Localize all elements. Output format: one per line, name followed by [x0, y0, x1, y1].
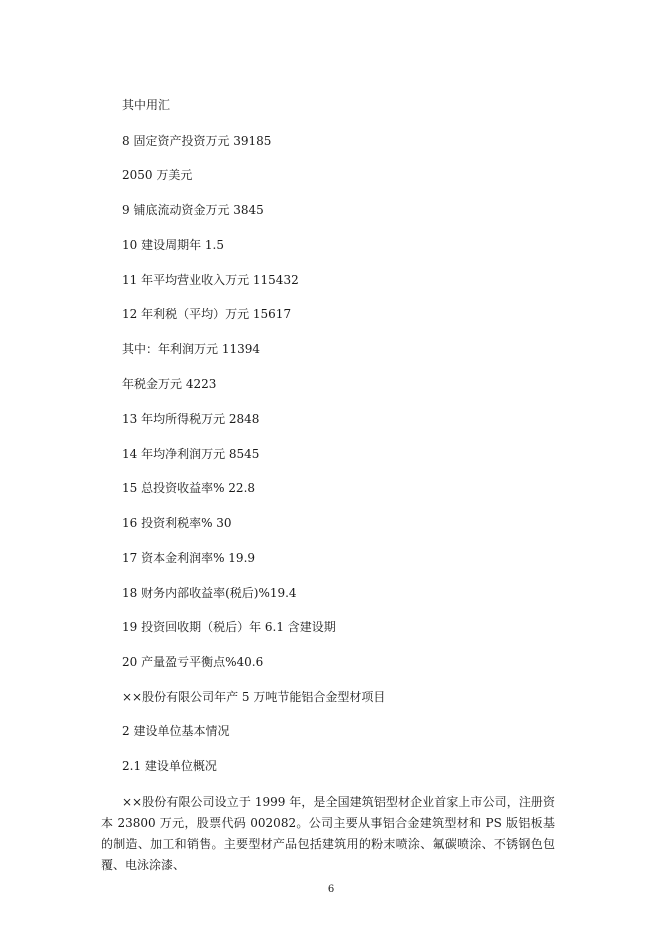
text-line-item-11: 11 年平均营业收入万元 115432 — [122, 273, 299, 287]
text-line-item-10: 10 建设周期年 1.5 — [122, 238, 224, 252]
page-number: 6 — [327, 884, 335, 895]
text-line-item-9: 9 铺底流动资金万元 3845 — [122, 203, 264, 217]
subsection-heading: 2.1 建设单位概况 — [122, 759, 217, 773]
text-line-item-15: 15 总投资收益率% 22.8 — [122, 481, 256, 495]
text-line-item-13: 13 年均所得税万元 2848 — [122, 412, 260, 426]
body-paragraph: ××股份有限公司设立于 1999 年，是全国建筑铝型材企业首家上市公司，注册资本 23800 万元，股票代码 002082。公司主要从事铝合金建筑型材和 PS 版铝板基的制造、加工和销售。主要型材产品包括建筑用的粉末喷涂、氟碳喷涂、不锈钢色包覆、电泳涂漆、 — [101, 795, 555, 872]
text-line-item-18: 18 财务内部收益率(税后)%19.4 — [122, 586, 297, 600]
text-line-forex: 其中用汇 — [122, 98, 171, 112]
text-line-tax: 年税金万元 4223 — [122, 377, 217, 391]
text-line-profit: 其中：年利润万元 11394 — [122, 342, 260, 356]
text-line-item-16: 16 投资利税率% 30 — [122, 516, 232, 530]
text-line-item-20: 20 产量盈亏平衡点%40.6 — [122, 655, 264, 669]
section-heading: 2 建设单位基本情况 — [122, 724, 230, 738]
text-line-item-8: 8 固定资产投资万元 39185 — [122, 134, 272, 148]
project-title: ××股份有限公司年产 5 万吨节能铝合金型材项目 — [122, 690, 386, 704]
text-line-item-17: 17 资本金利润率% 19.9 — [122, 551, 256, 565]
text-line-item-14: 14 年均净利润万元 8545 — [122, 447, 260, 461]
text-line-item-19: 19 投资回收期（税后）年 6.1 含建设期 — [122, 620, 336, 634]
text-line-usd: 2050 万美元 — [122, 168, 193, 182]
text-line-item-12: 12 年利税（平均）万元 15617 — [122, 307, 292, 321]
